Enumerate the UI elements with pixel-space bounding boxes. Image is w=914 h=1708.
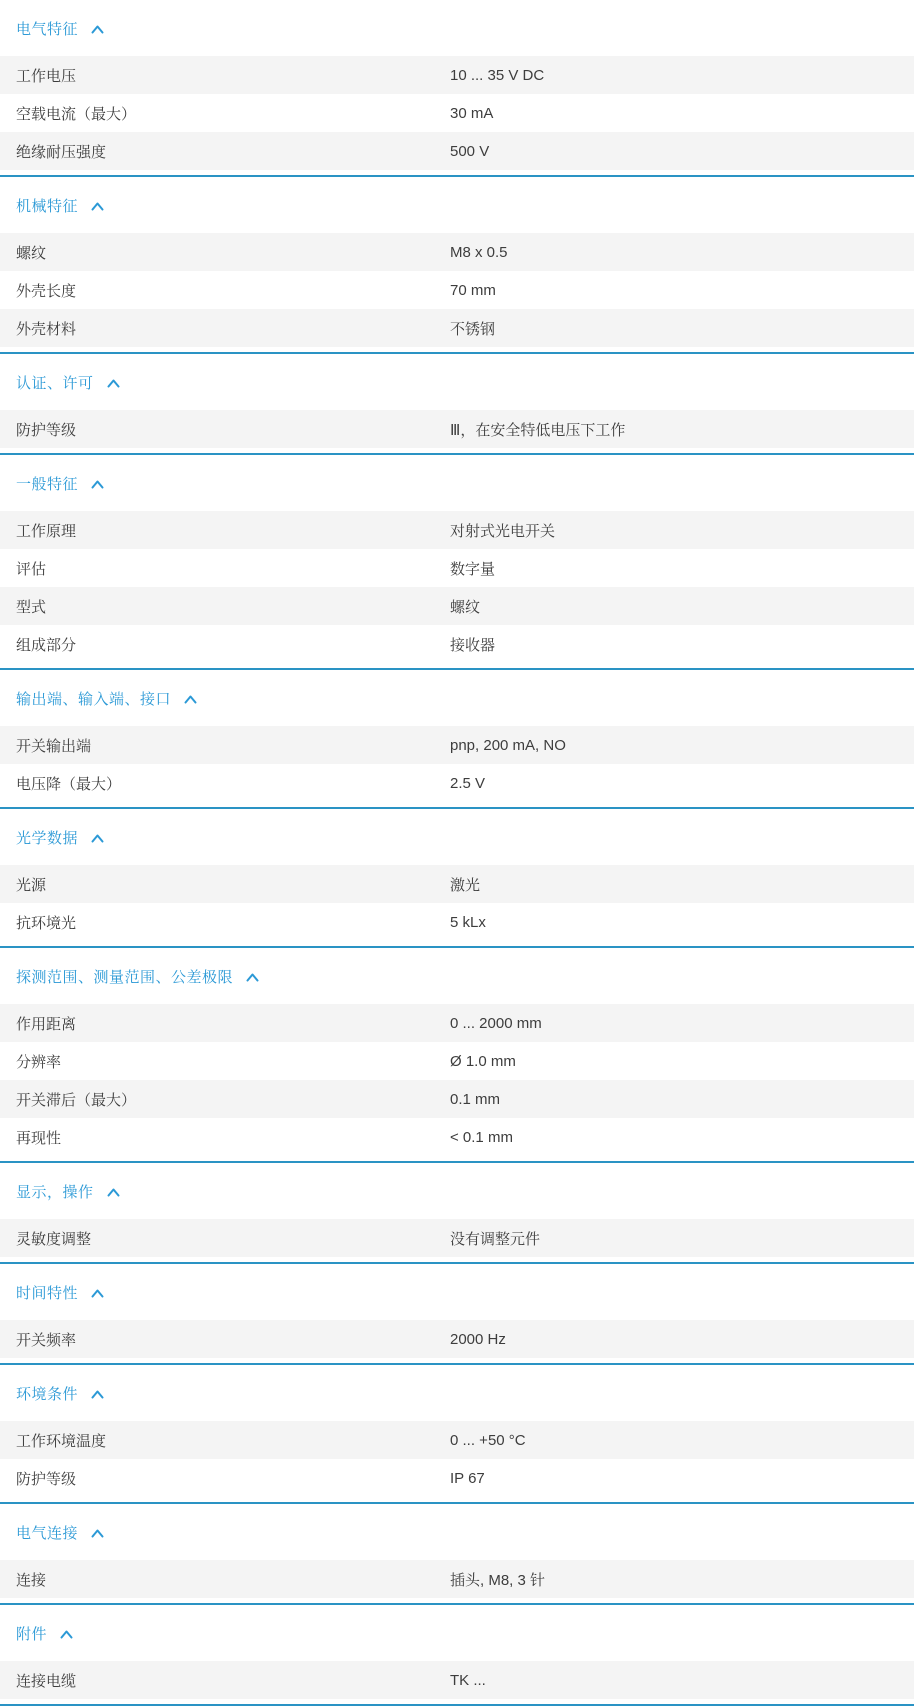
section-title: 电气特征 bbox=[16, 20, 79, 38]
section-title: 电气连接 bbox=[16, 1524, 79, 1542]
spec-value: 500 V bbox=[450, 142, 490, 160]
spec-value: 5 kLx bbox=[450, 913, 486, 931]
spec-row bbox=[0, 1320, 914, 1358]
section-header[interactable] bbox=[0, 354, 914, 410]
spec-label: 外壳长度 bbox=[16, 282, 77, 300]
spec-label: 空载电流（最大） bbox=[16, 105, 137, 123]
spec-label: 型式 bbox=[16, 598, 47, 616]
spec-label: 连接电缆 bbox=[16, 1672, 77, 1690]
spec-section bbox=[0, 809, 914, 948]
section-rows bbox=[0, 1004, 914, 1156]
spec-label: 光源 bbox=[16, 876, 47, 894]
section-header[interactable] bbox=[0, 0, 914, 56]
spec-row bbox=[0, 1421, 914, 1459]
spec-label: 工作原理 bbox=[16, 522, 77, 540]
section-rows bbox=[0, 233, 914, 347]
section-title: 光学数据 bbox=[16, 829, 79, 847]
section-title: 附件 bbox=[16, 1625, 48, 1643]
chevron-up-icon bbox=[91, 25, 104, 34]
spec-section bbox=[0, 455, 914, 670]
spec-row bbox=[0, 1219, 914, 1257]
section-header[interactable] bbox=[0, 948, 914, 1004]
spec-value: < 0.1 mm bbox=[450, 1128, 513, 1146]
chevron-up-icon bbox=[107, 379, 120, 388]
spec-row bbox=[0, 1661, 914, 1699]
spec-row bbox=[0, 233, 914, 271]
spec-row bbox=[0, 587, 914, 625]
spec-section bbox=[0, 354, 914, 455]
section-rows bbox=[0, 56, 914, 170]
chevron-up-icon bbox=[246, 973, 259, 982]
spec-value: 30 mA bbox=[450, 104, 494, 122]
spec-label: 抗环境光 bbox=[16, 914, 77, 932]
section-rows bbox=[0, 1219, 914, 1257]
spec-section bbox=[0, 1163, 914, 1264]
section-title: 时间特性 bbox=[16, 1284, 79, 1302]
section-header[interactable] bbox=[0, 177, 914, 233]
spec-label: 分辨率 bbox=[16, 1053, 62, 1071]
spec-label: 螺纹 bbox=[16, 244, 47, 262]
spec-row bbox=[0, 309, 914, 347]
section-rows bbox=[0, 410, 914, 448]
spec-section bbox=[0, 0, 914, 177]
spec-value: 0 ... 2000 mm bbox=[450, 1014, 542, 1032]
spec-label: 防护等级 bbox=[16, 421, 77, 439]
spec-row bbox=[0, 1459, 914, 1497]
spec-value: Ø 1.0 mm bbox=[450, 1052, 516, 1070]
spec-value: 0.1 mm bbox=[450, 1090, 501, 1108]
section-rows bbox=[0, 726, 914, 802]
spec-value: 不锈钢 bbox=[450, 320, 496, 338]
spec-row bbox=[0, 903, 914, 941]
chevron-up-icon bbox=[184, 695, 197, 704]
section-title: 一般特征 bbox=[16, 475, 79, 493]
spec-value: 数字量 bbox=[450, 560, 496, 578]
section-header[interactable] bbox=[0, 1163, 914, 1219]
spec-label: 工作环境温度 bbox=[16, 1432, 107, 1450]
spec-row bbox=[0, 1080, 914, 1118]
spec-row bbox=[0, 865, 914, 903]
spec-row bbox=[0, 271, 914, 309]
spec-value: 插头, M8, 3 针 bbox=[450, 1571, 546, 1589]
chevron-up-icon bbox=[91, 480, 104, 489]
section-title: 输出端、输入端、接口 bbox=[16, 690, 172, 708]
spec-row bbox=[0, 1042, 914, 1080]
section-header[interactable] bbox=[0, 455, 914, 511]
spec-label: 开关频率 bbox=[16, 1331, 77, 1349]
spec-row bbox=[0, 549, 914, 587]
section-rows bbox=[0, 1560, 914, 1598]
spec-section bbox=[0, 948, 914, 1163]
spec-value: M8 x 0.5 bbox=[450, 243, 508, 261]
chevron-up-icon bbox=[91, 1289, 104, 1298]
spec-label: 开关滞后（最大） bbox=[16, 1091, 137, 1109]
spec-label: 绝缘耐压强度 bbox=[16, 143, 107, 161]
spec-row bbox=[0, 1560, 914, 1598]
section-rows bbox=[0, 1421, 914, 1497]
section-title: 机械特征 bbox=[16, 197, 79, 215]
spec-label: 再现性 bbox=[16, 1129, 62, 1147]
spec-row bbox=[0, 764, 914, 802]
spec-value: Ⅲ，在安全特低电压下工作 bbox=[450, 421, 626, 439]
spec-row bbox=[0, 726, 914, 764]
section-rows bbox=[0, 865, 914, 941]
spec-section bbox=[0, 177, 914, 354]
spec-label: 防护等级 bbox=[16, 1470, 77, 1488]
spec-value: 螺纹 bbox=[450, 598, 481, 616]
spec-row bbox=[0, 410, 914, 448]
chevron-up-icon bbox=[91, 834, 104, 843]
spec-section bbox=[0, 1264, 914, 1365]
spec-row bbox=[0, 56, 914, 94]
spec-label: 工作电压 bbox=[16, 67, 77, 85]
spec-value: IP 67 bbox=[450, 1469, 485, 1487]
chevron-up-icon bbox=[91, 1390, 104, 1399]
spec-label: 作用距离 bbox=[16, 1015, 77, 1033]
spec-row bbox=[0, 1004, 914, 1042]
spec-value: TK ... bbox=[450, 1671, 486, 1689]
spec-value: pnp, 200 mA, NO bbox=[450, 736, 566, 754]
section-header[interactable] bbox=[0, 809, 914, 865]
section-header[interactable] bbox=[0, 670, 914, 726]
spec-row bbox=[0, 625, 914, 663]
spec-value: 2.5 V bbox=[450, 774, 486, 792]
section-title: 探测范围、测量范围、公差极限 bbox=[16, 968, 234, 986]
spec-label: 电压降（最大） bbox=[16, 775, 122, 793]
section-header[interactable] bbox=[0, 1504, 914, 1560]
spec-row bbox=[0, 1118, 914, 1156]
section-header[interactable] bbox=[0, 1365, 914, 1421]
spec-section bbox=[0, 1504, 914, 1605]
spec-value: 没有调整元件 bbox=[450, 1230, 541, 1248]
spec-row bbox=[0, 132, 914, 170]
section-title: 认证、许可 bbox=[16, 374, 94, 392]
spec-value: 70 mm bbox=[450, 281, 496, 299]
spec-label: 开关输出端 bbox=[16, 737, 92, 755]
section-header[interactable] bbox=[0, 1264, 914, 1320]
section-header[interactable] bbox=[0, 1605, 914, 1661]
spec-section bbox=[0, 670, 914, 809]
chevron-up-icon bbox=[91, 202, 104, 211]
chevron-up-icon bbox=[91, 1529, 104, 1538]
spec-row bbox=[0, 94, 914, 132]
spec-value: 对射式光电开关 bbox=[450, 522, 556, 540]
spec-value: 激光 bbox=[450, 876, 481, 894]
spec-value: 10 ... 35 V DC bbox=[450, 66, 545, 84]
spec-label: 外壳材料 bbox=[16, 320, 77, 338]
spec-section bbox=[0, 1605, 914, 1706]
spec-value: 2000 Hz bbox=[450, 1330, 506, 1348]
chevron-up-icon bbox=[60, 1630, 73, 1639]
section-title: 环境条件 bbox=[16, 1385, 79, 1403]
section-rows bbox=[0, 1661, 914, 1699]
spec-value: 接收器 bbox=[450, 636, 496, 654]
spec-section bbox=[0, 1365, 914, 1504]
chevron-up-icon bbox=[107, 1188, 120, 1197]
section-rows bbox=[0, 1320, 914, 1358]
spec-row bbox=[0, 511, 914, 549]
spec-label: 连接 bbox=[16, 1571, 47, 1589]
section-title: 显示，操作 bbox=[16, 1183, 94, 1201]
spec-value: 0 ... +50 °C bbox=[450, 1431, 526, 1449]
spec-label: 评估 bbox=[16, 560, 47, 578]
section-rows bbox=[0, 511, 914, 663]
spec-label: 灵敏度调整 bbox=[16, 1230, 92, 1248]
spec-label: 组成部分 bbox=[16, 636, 77, 654]
